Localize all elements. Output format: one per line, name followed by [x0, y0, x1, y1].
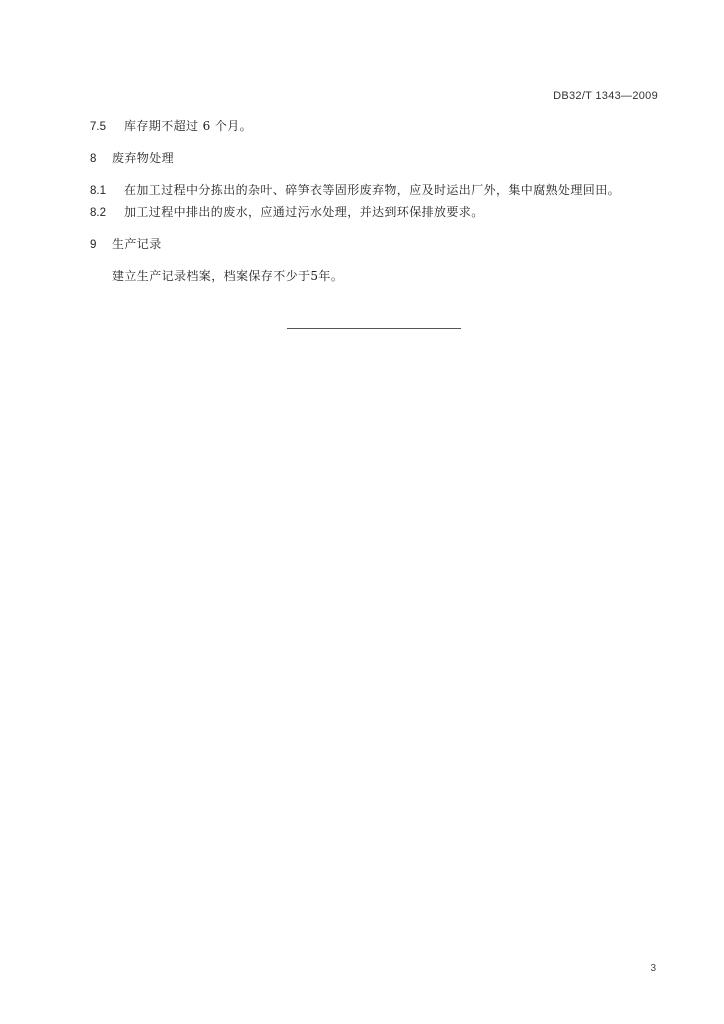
end-rule [287, 328, 461, 329]
section-number: 8 [90, 153, 97, 165]
clause-number: 8.2 [90, 207, 106, 219]
clause-7-5 [90, 118, 252, 135]
clause-text: 库存期不超过 6 个月。 [124, 119, 253, 133]
section-8-heading [90, 150, 174, 167]
clause-number: 7.5 [90, 121, 106, 133]
paragraph-text: 建立生产记录档案，档案保存不少于5年。 [112, 269, 344, 283]
standard-code: DB32/T 1343—2009 [553, 90, 658, 102]
clause-text: 在加工过程中分拣出的杂叶、碎笋衣等固形废弃物，应及时运出厂外，集中腐熟处理回田。 [124, 183, 621, 197]
section-9-body [112, 268, 343, 284]
clause-8-1 [90, 182, 620, 199]
page-number: 3 [650, 963, 656, 974]
section-title: 废弃物处理 [112, 151, 175, 165]
clause-text: 加工过程中排出的废水，应通过污水处理，并达到环保排放要求。 [124, 205, 484, 219]
section-number: 9 [90, 239, 97, 251]
clause-number: 8.1 [90, 185, 106, 197]
section-9-heading [90, 236, 162, 253]
section-title: 生产记录 [112, 237, 162, 251]
clause-8-2 [90, 204, 484, 221]
